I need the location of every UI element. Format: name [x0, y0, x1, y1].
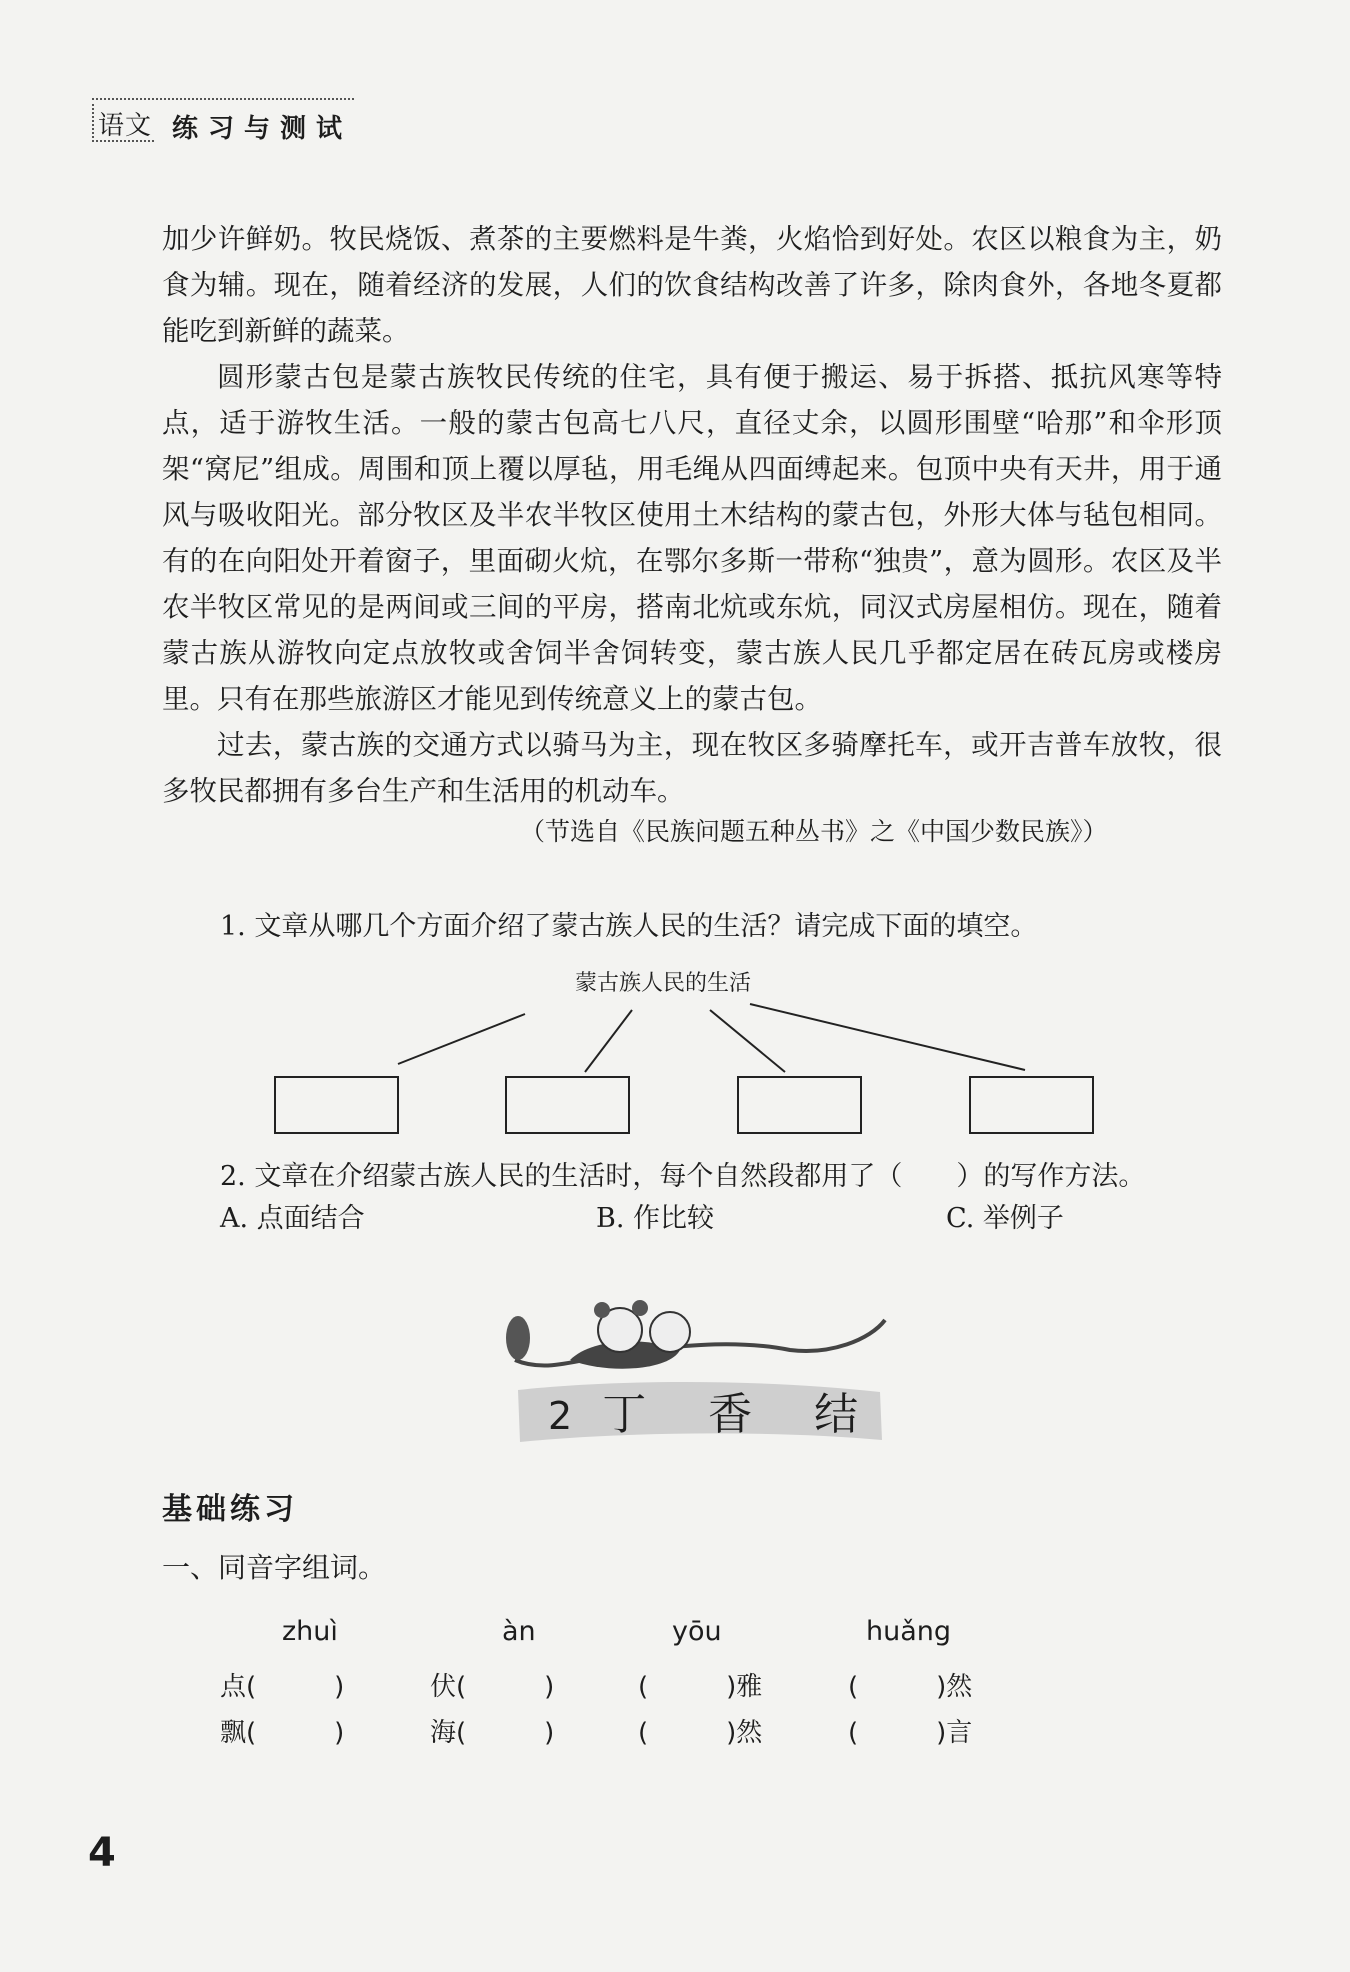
boy-face — [650, 1312, 690, 1352]
answer-box-2 — [506, 1077, 629, 1133]
lesson-title — [548, 1378, 882, 1442]
answer-box-3 — [738, 1077, 861, 1133]
word-blank: ( )雅 — [638, 1672, 763, 1702]
vine-stem — [515, 1320, 885, 1365]
lesson-number: 2 — [548, 1394, 597, 1438]
tree-root-label: 蒙古族人民的生活 — [575, 971, 752, 996]
pinyin-label: yōu — [672, 1616, 722, 1647]
passage-paragraph: 加少许鲜奶。牧民烧饭、煮茶的主要燃料是牛粪，火焰恰到好处。农区以粮食为主，奶食为辅。现在，随着经济的发展，人们的饮食结构改善了许多，除肉食外，各地冬夏都能吃到新鲜的蔬菜。 — [162, 223, 1222, 347]
answer-box-1 — [275, 1077, 398, 1133]
header-title: 练习与测试 — [172, 114, 353, 144]
page-number: 4 — [88, 1830, 116, 1876]
word-blank: 伏( ) — [430, 1672, 555, 1702]
option-b: B. 作比较 — [596, 1203, 715, 1234]
question-1: 1. 文章从哪几个方面介绍了蒙古族人民的生活？请完成下面的填空。 — [220, 911, 1038, 942]
exercise-instruction: 一、同音字组词。 — [162, 1551, 387, 1584]
pigtail-icon — [594, 1302, 610, 1318]
word-blank: 点( ) — [220, 1672, 345, 1702]
tree-branch — [710, 1010, 785, 1072]
answer-box-4 — [970, 1077, 1093, 1133]
tree-branch — [585, 1010, 632, 1072]
option-c: C. 举例子 — [946, 1203, 1064, 1234]
word-blank: ( )然 — [638, 1718, 763, 1748]
lesson-name: 丁 香 结 — [602, 1389, 883, 1440]
header-subject: 语文 — [98, 111, 153, 141]
word-blank: 海( ) — [430, 1718, 555, 1748]
pinyin-label: huǎng — [866, 1616, 952, 1647]
passage-paragraph: 圆形蒙古包是蒙古族牧民传统的住宅，具有便于搬运、易于拆搭、抵抗风寒等特点，适于游牧生活。一般的蒙古包高七八尺，直径丈余，以圆形围壁“哈那”和伞形顶架“窝尼”组成。周围和顶上覆以厚毡，用毛绳从四面缚起来。包顶中央有天井，用于通风与吸收阳光。部分牧区及半农半牧区使用土木结构的蒙古包，外形大体与毡包相同。有的在向阳处开着窗子，里面砌火炕，在鄂尔多斯一带称“独贵”，意为圆形。农区及半农半牧区常见的是两间或三间的平房，搭南北炕或东炕，同汉式房屋相仿。现在，随着蒙古族从游牧向定点放牧或舍饲半舍饲转变，蒙古族人民几乎都定居在砖瓦房或楼房里。只有在那些旅游区才能见到传统意义上的蒙古包。 — [162, 361, 1222, 715]
pinyin-label: àn — [502, 1616, 536, 1647]
word-blank: 飘( ) — [220, 1718, 345, 1748]
tree-branch — [750, 1004, 1025, 1070]
pigtail-icon — [632, 1300, 648, 1316]
tree-branch — [398, 1014, 525, 1064]
question-2: 2. 文章在介绍蒙古族人民的生活时，每个自然段都用了（ ）的写作方法。 — [220, 1161, 1146, 1192]
passage-source: （节选自《民族问题五种丛书》之《中国少数民族》） — [520, 817, 1108, 846]
option-a: A. 点面结合 — [220, 1203, 365, 1234]
word-blank: ( )言 — [848, 1718, 973, 1748]
passage-paragraph: 过去，蒙古族的交通方式以骑马为主，现在牧区多骑摩托车，或开吉普车放牧，很多牧民都拥有多台生产和生活用的机动车。 — [162, 729, 1222, 807]
section-title: 基础练习 — [162, 1492, 298, 1527]
pinyin-label: zhuì — [282, 1616, 338, 1647]
word-blank: ( )然 — [848, 1672, 973, 1702]
leaf-icon — [506, 1316, 530, 1360]
